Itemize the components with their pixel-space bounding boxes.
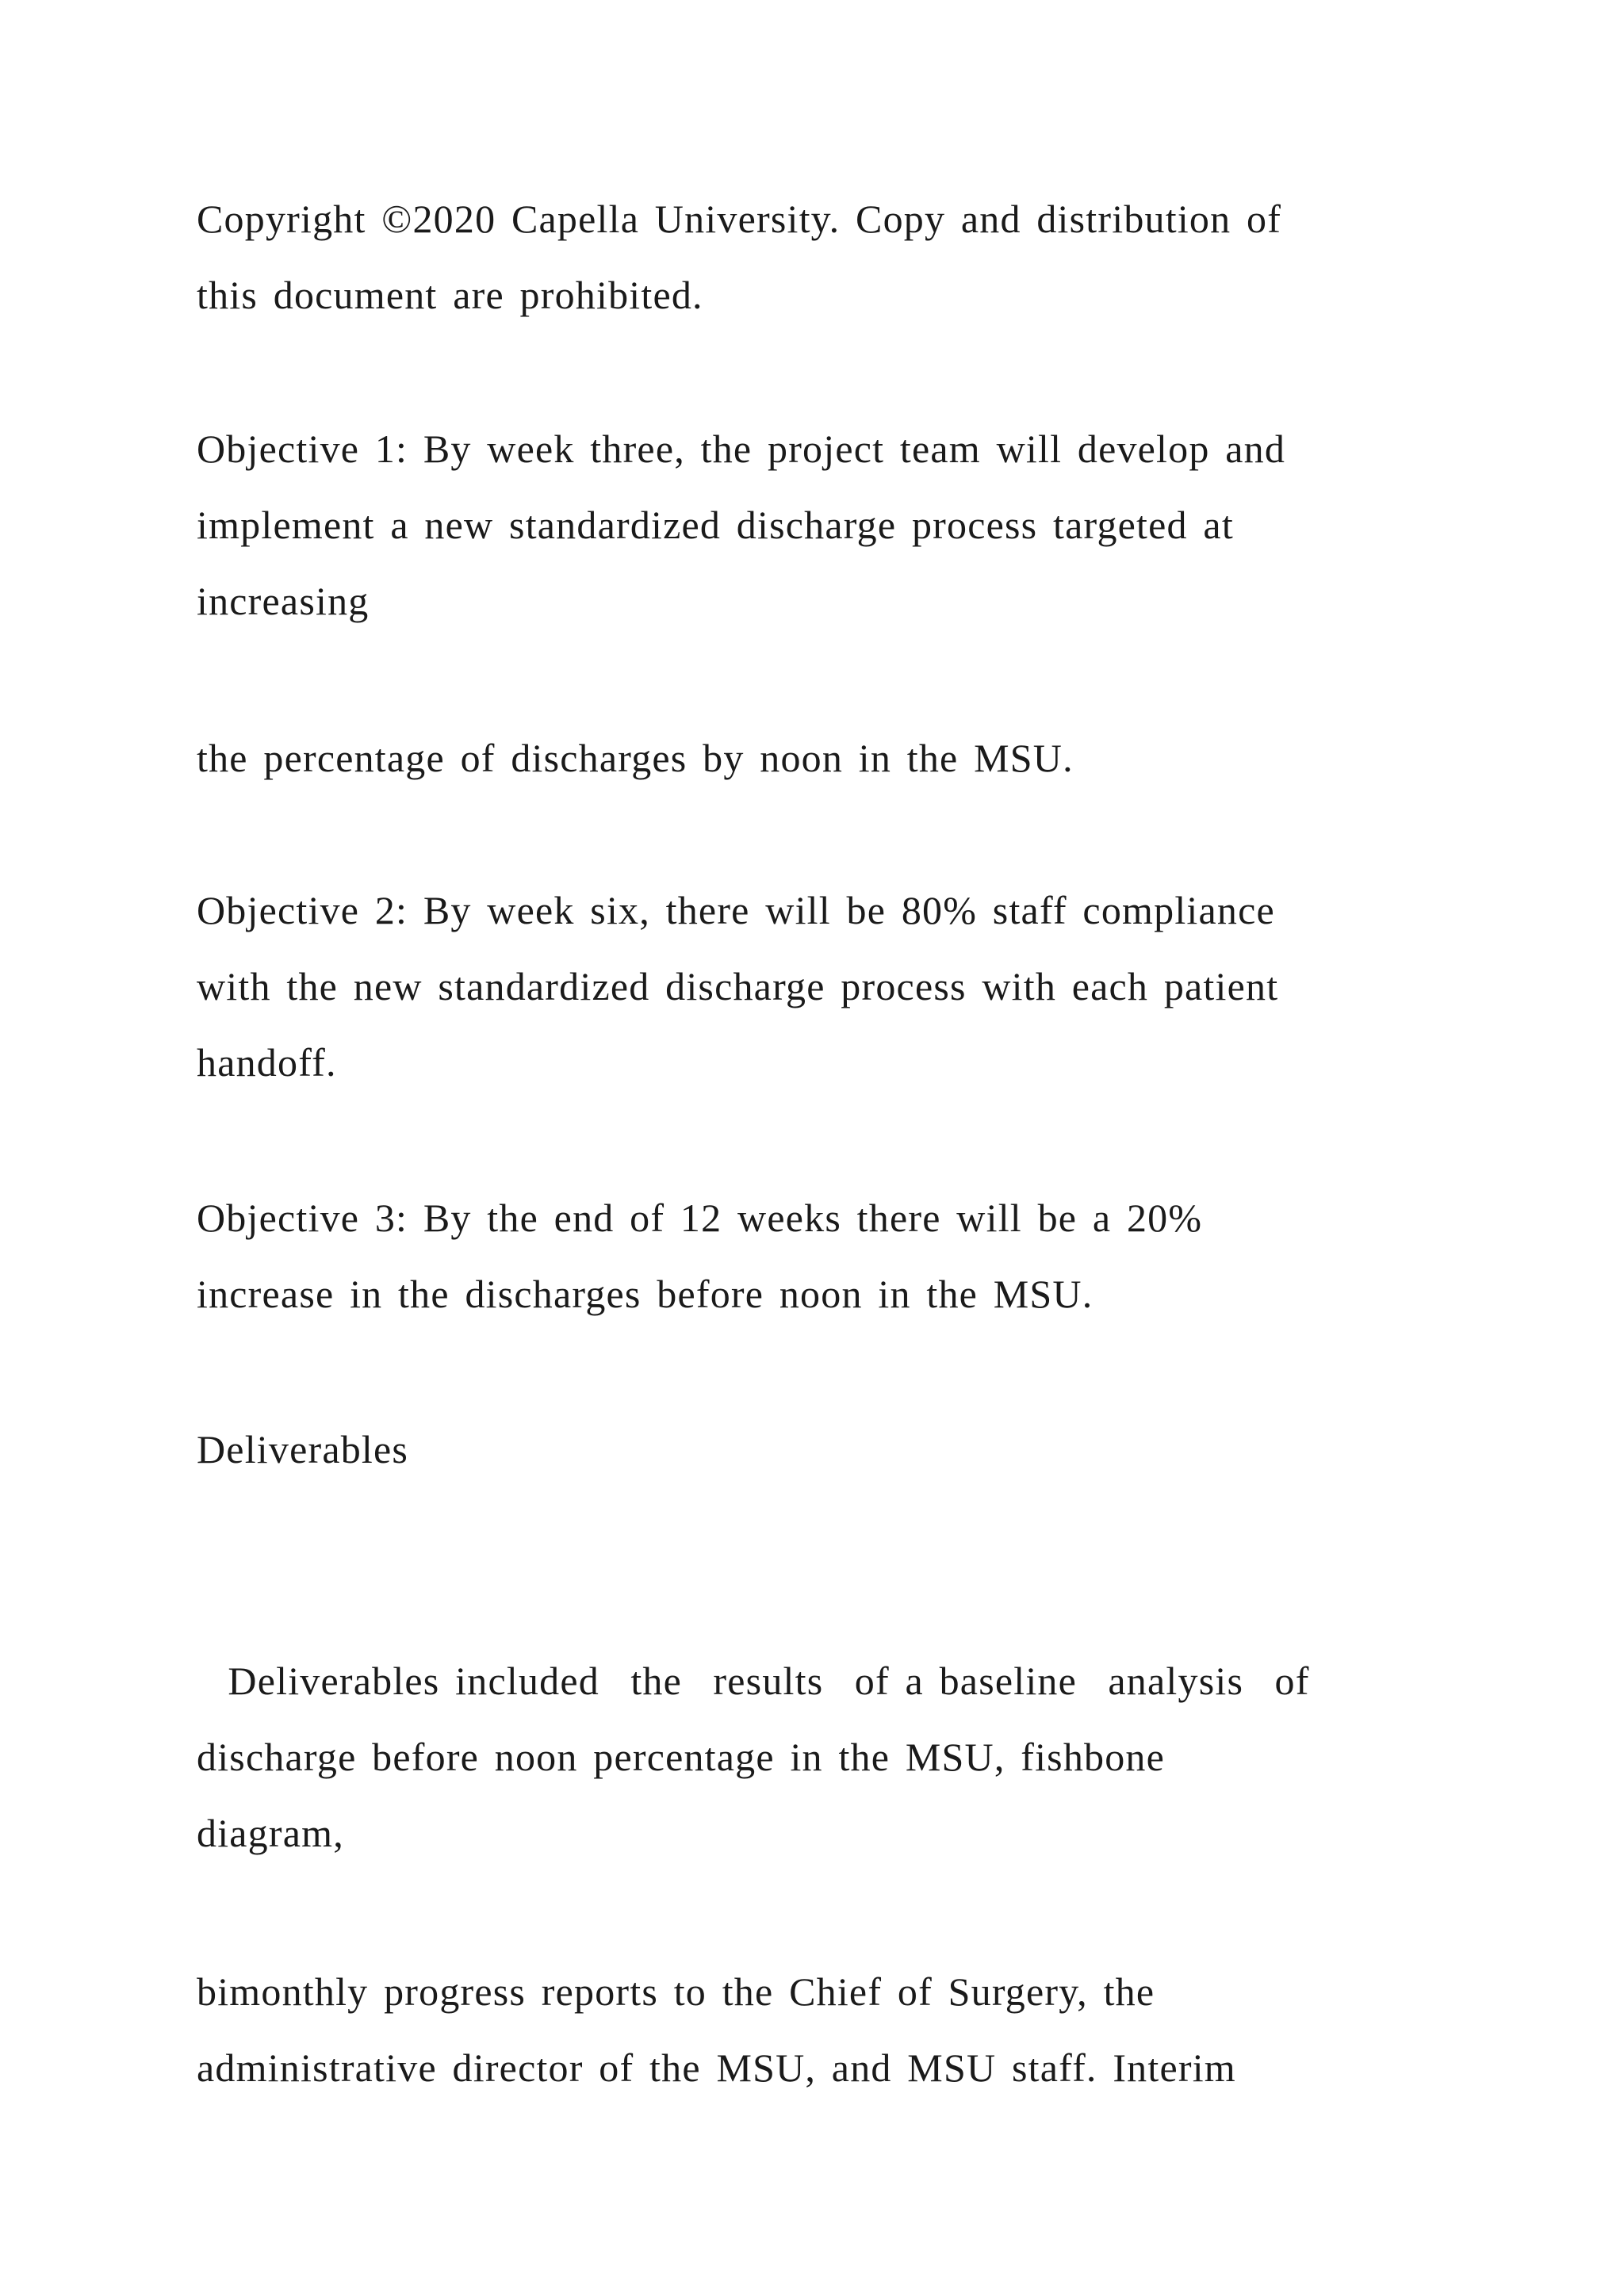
paragraph-line: discharge before noon percentage in the MSU, fishbone [197, 1735, 1166, 1779]
deliverables-paragraph [197, 1643, 1465, 1871]
paragraph-line: Deliverables included the results of a baseline analysis of [197, 1659, 1310, 1703]
copyright-paragraph [197, 181, 1465, 333]
paragraph-line: administrative director of the MSU, and MSU staff. Interim [197, 2045, 1236, 2090]
paragraph-line: Objective 1: By week three, the project team will develop and [197, 427, 1286, 471]
paragraph-line: Objective 3: By the end of 12 weeks there will be a 20% [197, 1196, 1203, 1240]
objective-3-paragraph [197, 1180, 1465, 1332]
paragraph-line: handoff. [197, 1040, 337, 1085]
deliverables-continued-paragraph [197, 1954, 1465, 2106]
objective-1-paragraph [197, 411, 1465, 639]
paragraph-line: implement a new standardized discharge process targeted at [197, 503, 1234, 547]
objective-2-paragraph [197, 872, 1465, 1100]
paragraph-line: with the new standardized discharge process with each patient [197, 964, 1279, 1008]
heading-line: Deliverables [197, 1427, 409, 1471]
paragraph-line: Objective 2: By week six, there will be 80% staff compliance [197, 888, 1275, 932]
paragraph-line: Copyright ©2020 Capella University. Copy and distribution of [197, 197, 1282, 241]
paragraph-line: the percentage of discharges by noon in the MSU. [197, 736, 1074, 780]
deliverables-heading [197, 1411, 1465, 1487]
paragraph-line: this document are prohibited. [197, 273, 703, 317]
paragraph-line: increase in the discharges before noon in the MSU. [197, 1272, 1094, 1316]
objective-1-continued-paragraph [197, 720, 1465, 796]
paragraph-line: diagram, [197, 1811, 344, 1855]
paragraph-line: increasing [197, 579, 370, 623]
paragraph-line: bimonthly progress reports to the Chief of Surgery, the [197, 1969, 1155, 2014]
